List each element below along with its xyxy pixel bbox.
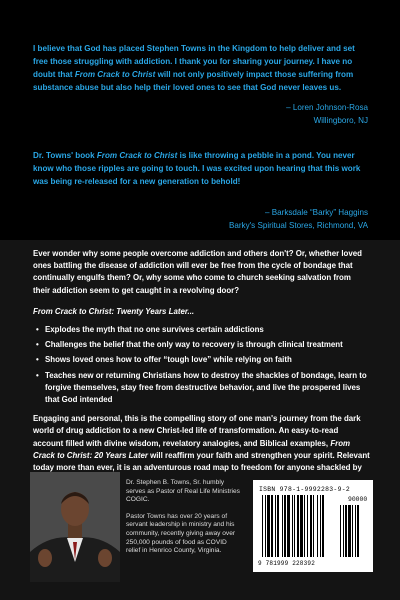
bullet-icon: • [36,325,39,335]
attribution-place: Willingboro, NJ [313,115,368,125]
attribution-barky [229,207,368,233]
book-title-italic: From Crack to Christ: 20 Years Later [33,438,351,460]
quote-loren [33,42,369,94]
book-title-italic: From Crack to Christ [96,151,178,160]
barcode [253,480,373,572]
barcode-bar [343,505,344,557]
book-description [33,248,370,486]
barcode-bar [313,495,314,557]
bullet-list [33,324,370,406]
barcode-bar [345,505,347,557]
attribution-name: – Barksdale “Barky” Haggins [264,208,368,217]
bio-paragraph: Pastor Towns has over 20 years of servant leadership in ministry and his community, recently giving away over 250,000 pounds of food as COVID relief in Henrico County, Virginia. [126,512,236,555]
bio-paragraph: Dr. Stephen B. Towns, Sr. humbly serves as Pastor of Real Life Ministries COGIC. [126,479,240,504]
quote-text: I believe that God has placed Stephen Towns in the Kingdom to help deliver and set free those struggling with addiction. I thank you for sharing your journey. I have no doubt that [33,44,355,80]
list-item: • Teaches new or returning Christians how to destroy the shackles of bondage, learn to forgive themselves, stay free from destructive behavior, and live the prospered lives that God intended [36,370,367,405]
barcode-bars [260,495,368,559]
barcode-bar [340,505,341,557]
barcode-bar [292,495,293,557]
barcode-bar [352,505,353,557]
attribution-name: – Loren Johnson-Rosa [286,103,368,112]
barcode-bar [294,495,295,557]
list-item: • Explodes the myth that no one survives certain addictions [33,324,370,336]
quotes-panel [0,0,400,240]
barcode-digits: 9 781999 228392 [258,560,316,567]
barcode-bar [348,505,351,557]
barcode-bar [355,505,356,557]
author-photo [30,472,120,582]
barcode-bar [317,495,318,557]
closing-paragraph: Engaging and personal, this is the compelling story of one man's journey from the dark world of drug addiction to a new Christ-led life of transformation. An easy-to-read account filled with divine wisdom, revelatory analogies, and Biblical examples, From Crack to Christ: 20 Years Later will reaffirm your faith and strengthen your spirit. Relevant today more than ever, it is an adventurous road map to freedom for anyone shackled by [33,414,370,473]
quote-text: Dr. Towns' book [33,151,97,160]
quote-barky [33,149,369,188]
barcode-bar [307,495,308,557]
barcode-bar [282,495,283,557]
barcode-bar [304,495,305,557]
barcode-bar [357,505,359,557]
barcode-bar [262,495,263,557]
barcode-bar [320,495,321,557]
intro-paragraph: Ever wonder why some people overcome addiction and others don't? Or, whether loved ones battling the disease of addiction will ever be free from the cycle of bondage that continually engulfs them? Or, why some who come to church seeking salvation from their addiction seem to get caught in a revolving door? [33,249,362,295]
barcode-bar [275,495,276,557]
bullet-icon: • [36,355,39,365]
barcode-bar [300,495,303,557]
barcode-bar [265,495,266,557]
bullet-icon: • [36,340,39,350]
price-code: 90000 [348,496,368,503]
barcode-bar [267,495,270,557]
isbn-text: ISBN 978-1-9992283-9-2 [259,486,350,493]
quote-text: is like throwing a pebble in a pond. You never know who those ripples are going to touch. I was excited upon hearing that this work was being re-released for a new generation to behold! [33,151,361,187]
attribution-loren [286,102,368,128]
barcode-bar [287,495,290,557]
barcode-bar [297,495,299,557]
barcode-bar [322,495,324,557]
book-title-italic: From Crack to Christ [74,70,156,80]
quote-text: will not only positively impact those suffering from substance abuse but also help their loved ones to see that God never leaves us. [33,70,354,93]
bullet-icon: • [36,370,39,380]
author-bio [126,479,240,564]
barcode-bar [277,495,279,557]
barcode-bar [271,495,273,557]
list-item: • Shows loved ones how to offer “tough love” while relying on faith [33,354,370,366]
attribution-place: Barky's Spiritual Stores, Richmond, VA [228,220,368,230]
barcode-bar [310,495,312,557]
barcode-bar [284,495,286,557]
list-item: • Challenges the belief that the only way to recovery is through clinical treatment [33,339,370,351]
subhead: From Crack to Christ: Twenty Years Later... [33,306,195,316]
author-photo-illustration [30,472,120,582]
